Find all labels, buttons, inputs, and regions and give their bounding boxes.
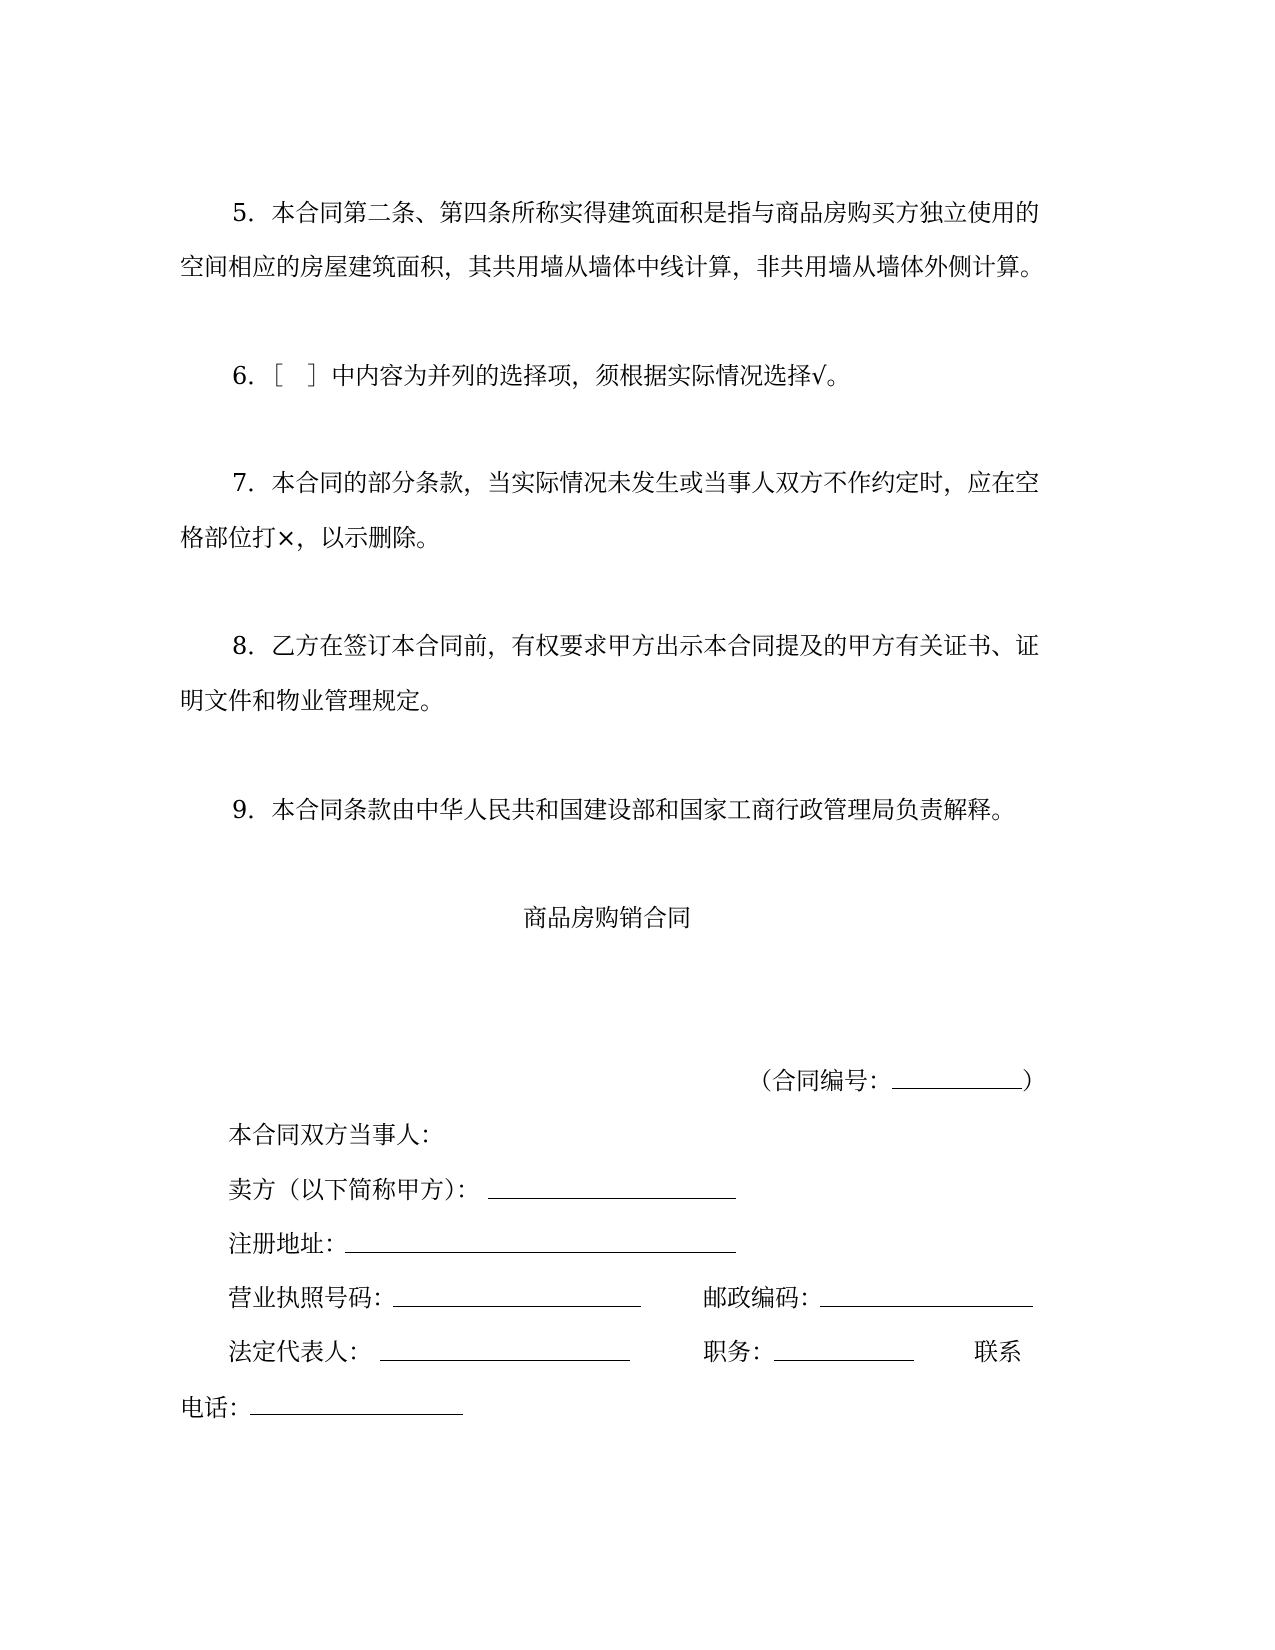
rep-field[interactable] [380,1338,630,1361]
position-label: 职务： [703,1338,775,1366]
contract-number-field[interactable] [892,1066,1022,1089]
contract-number-close: ） [1022,1067,1046,1095]
contact-label-part-1: 联系 [974,1338,1022,1366]
contract-number-row [748,1066,1046,1096]
seller-name-field[interactable] [488,1176,736,1199]
address-field[interactable] [345,1230,736,1253]
clause-5-line-2: 空间相应的房屋建筑面积，其共用墙从墙体中线计算，非共用墙从墙体外侧计算。 [180,253,1044,281]
clause-8-line-2: 明文件和物业管理规定。 [180,687,444,715]
clause-9-line-1: 9．本合同条款由中华人民共和国建设部和国家工商行政管理局负责解释。 [232,796,1016,824]
position-field[interactable] [774,1338,914,1361]
clause-8-line-1: 8．乙方在签订本合同前，有权要求甲方出示本合同提及的甲方有关证书、证 [232,632,1040,660]
clause-7-line-1: 7．本合同的部分条款，当实际情况未发生或当事人双方不作约定时，应在空 [232,469,1040,497]
postcode-field[interactable] [820,1284,1033,1307]
clause-6-line-1: 6．［ ］中内容为并列的选择项，须根据实际情况选择√。 [232,362,851,390]
address-label: 注册地址： [228,1230,348,1258]
rep-label: 法定代表人： [228,1338,372,1366]
parties-label: 本合同双方当事人： [228,1121,444,1149]
license-label: 营业执照号码： [228,1284,396,1312]
postcode-label: 邮政编码： [703,1284,823,1312]
phone-label: 电话： [180,1394,252,1422]
phone-field[interactable] [250,1392,463,1415]
seller-label: 卖方（以下简称甲方）： [228,1176,480,1204]
clause-5-line-1: 5．本合同第二条、第四条所称实得建筑面积是指与商品房购买方独立使用的 [232,199,1040,227]
license-field[interactable] [393,1284,641,1307]
contract-number-label: （合同编号： [748,1067,892,1095]
clause-7-line-2: 格部位打×，以示删除。 [180,524,441,552]
contract-title: 商品房购销合同 [523,904,691,932]
